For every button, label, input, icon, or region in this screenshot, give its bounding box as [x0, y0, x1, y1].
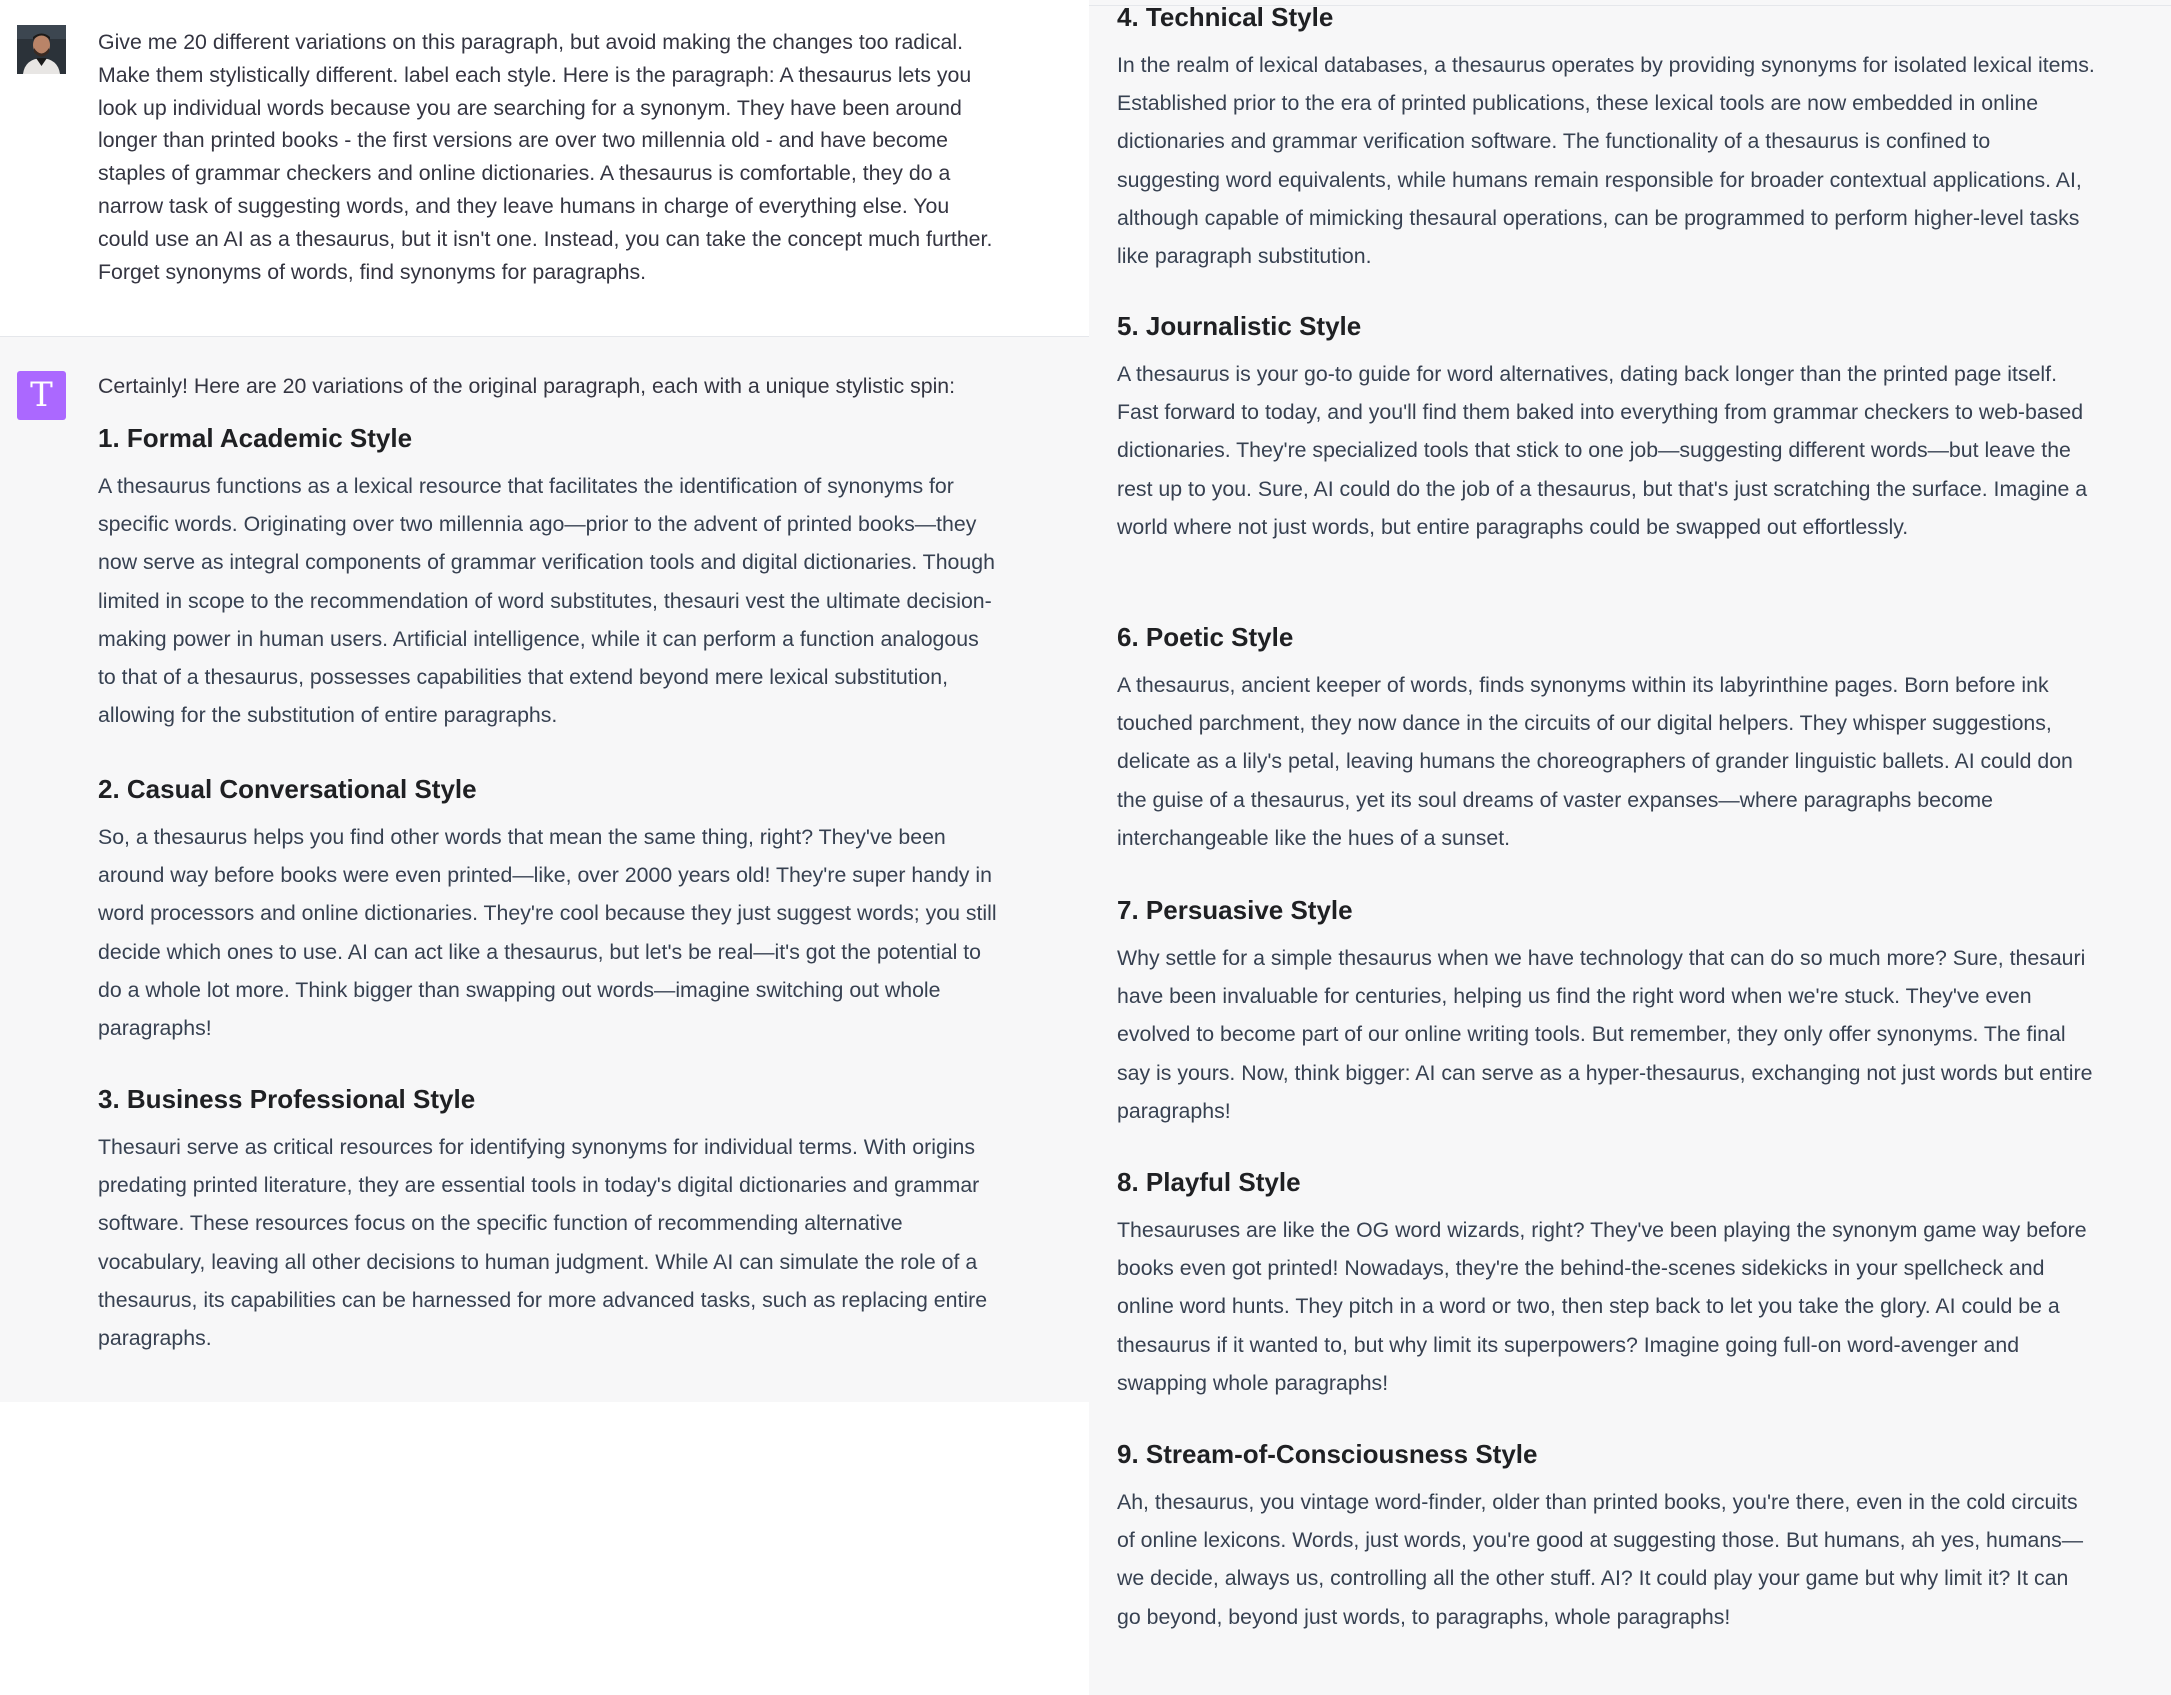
style-heading: 1. Formal Academic Style — [98, 423, 413, 453]
assistant-message — [0, 337, 1089, 1402]
user-message — [0, 0, 1089, 337]
style-paragraph: A thesaurus functions as a lexical resource that facilitates the identification of synonyms for specific words. Originating over two millennia ago—prior to the advent of printed books—they now serve as integral components of grammar verification tools and digital dictionaries. Though limited in scope to the recommendation of word substitutes, thesauri vest the ultimate decision-making power in human users. Artificial intelligence, while it can perform a function analogous to that of a thesaurus, possesses capabilities that extend beyond mere lexical substitution, allowing for the substitution of entire paragraphs. — [98, 474, 995, 728]
style-paragraph: A thesaurus, ancient keeper of words, finds synonyms within its labyrinthine pages. Born before ink touched parchment, they now dance in the circuits of our digital helpers. They whisper suggestions, delicate as a lily's petal, leaving humans the choreographers of grander linguistic ballets. AI could don the guise of a thesaurus, yet its soul dreams of vaster expanses—where paragraphs become interchangeable like the hues of a sunset. — [1117, 673, 2073, 850]
assistant-intro: Certainly! Here are 20 variations of the original paragraph, each with a unique stylistic spin: — [98, 374, 956, 398]
style-heading: 9. Stream-of-Consciousness Style — [1117, 1439, 1538, 1469]
style-heading: 2. Casual Conversational Style — [98, 774, 477, 804]
style-heading: 4. Technical Style — [1117, 2, 1334, 32]
assistant-avatar: T — [17, 371, 66, 420]
style-paragraph: Thesauruses are like the OG word wizards, right? They've been playing the synonym game way before books even got printed! Nowadays, they're the behind-the-scenes sidekicks in your spellcheck and online word hunts. They pitch in a word or two, then step back to let you take the glory. AI could be a thesaurus if it wanted to, but why limit its superpowers? Imagine going full-on word-avenger and swapping whole paragraphs! — [1117, 1218, 2087, 1395]
style-paragraph: Ah, thesaurus, you vintage word-finder, older than printed books, you're there, even in the cold circuits of online lexicons. Words, just words, you're good at suggesting those. But humans, ah yes, humans—we decide, always us, controlling all the other stuff. AI? It could play your game but why limit it? It can go beyond, beyond just words, to paragraphs, whole paragraphs! — [1117, 1490, 2084, 1629]
style-heading: 3. Business Professional Style — [98, 1084, 476, 1114]
user-photo-icon — [17, 25, 66, 74]
user-message-text: Give me 20 different variations on this paragraph, but avoid making the changes too radical. Make them stylistically different. label each style. Here is the paragraph: A thesaurus lets you look up individual words because you are searching for a synonym. They have been around longer than printed books - the first versions are over two millennia old - and have become staples of grammar checkers and online dictionaries. A thesaurus is comfortable, they do a narrow task of suggesting words, and they leave humans in charge of everything else. You could use an AI as a thesaurus, but it isn't one. Instead, you can take the concept much further. Forget synonyms of words, find synonyms for paragraphs. — [98, 30, 993, 284]
style-paragraph: Why settle for a simple thesaurus when we have technology that can do so much more? Sure, thesauri have been invaluable for centuries, helping us find the right word when we're stuck. They've even evolved to become part of our online writing tools. But remember, they only offer synonyms. The final say is yours. Now, think bigger: AI can serve as a hyper-thesaurus, exchanging not just words but entire paragraphs! — [1117, 946, 2093, 1123]
style-section-3 — [98, 1082, 998, 1351]
right-column — [1089, 0, 2171, 1695]
style-heading: 7. Persuasive Style — [1117, 895, 1353, 925]
style-section-2 — [98, 772, 998, 1041]
style-section-1 — [98, 421, 998, 728]
style-paragraph: In the realm of lexical databases, a thesaurus operates by providing synonyms for isolated lexical items. Established prior to the era of printed publications, these lexical tools are now embedded in online dictionaries and grammar verification software. The functionality of a thesaurus is confined to suggesting word equivalents, while humans remain responsible for broader contextual applications. AI, although capable of mimicking thesaural operations, can be programmed to perform higher-level tasks like paragraph substitution. — [1117, 53, 2095, 269]
user-avatar — [17, 25, 66, 74]
style-paragraph: A thesaurus is your go-to guide for word alternatives, dating back longer than the printed page itself. Fast forward to today, and you'll find them baked into everything from grammar checkers to web-based dictionaries. They're specialized tools that stick to one job—suggesting different words—but leave the rest up to you. Sure, AI could do the job of a thesaurus, but that's just scratching the surface. Imagine a world where not just words, but entire paragraphs could be swapped out effortlessly. — [1117, 362, 2088, 539]
assistant-message-content — [98, 370, 998, 1351]
style-heading: 6. Poetic Style — [1117, 622, 1294, 652]
style-paragraph: So, a thesaurus helps you find other words that mean the same thing, right? They've been around way before books were even printed—like, over 2000 years old! They're super handy in word processors and online dictionaries. They're cool because they just suggest words; you still decide which ones to use. AI can act like a thesaurus, but let's be real—it's got the potential to do a whole lot more. Think bigger than swapping out words—imagine switching out whole paragraphs! — [98, 825, 997, 1041]
style-heading: 5. Journalistic Style — [1117, 311, 1362, 341]
style-heading: 8. Playful Style — [1117, 1167, 1301, 1197]
style-paragraph: Thesauri serve as critical resources for identifying synonyms for individual terms. With origins predating printed literature, they are essential tools in today's digital dictionaries and grammar software. These resources focus on the specific function of recommending alternative vocabulary, leaving all other decisions to human judgment. While AI can simulate the role of a thesaurus, its capabilities can be harnessed for more advanced tasks, such as replacing entire paragraphs. — [98, 1135, 988, 1351]
